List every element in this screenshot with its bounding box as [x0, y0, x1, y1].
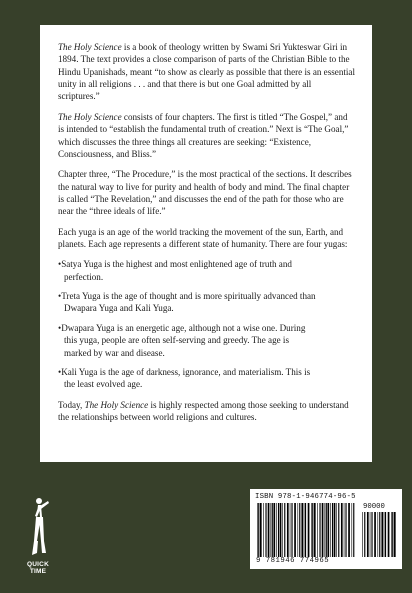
barcode-bar: [379, 512, 380, 557]
book-title: The Holy Science: [84, 399, 149, 410]
barcode-bar: [299, 503, 300, 557]
barcode-bar: [334, 503, 336, 557]
barcode-bar: [341, 503, 343, 557]
paragraph-text: Today,: [58, 399, 85, 410]
barcode-bar: [381, 512, 383, 557]
barcode-bar: [378, 512, 379, 557]
barcode-icon: [256, 503, 356, 557]
publisher-line: TIME: [29, 568, 47, 575]
barcode-bar: [312, 503, 313, 557]
barcode-bar: [392, 512, 393, 557]
barcode-bar: [291, 503, 292, 557]
book-title: The Holy Science: [58, 111, 122, 122]
barcode-bar: [352, 503, 353, 557]
barcode-bar: [284, 503, 285, 557]
barcode-bar: [385, 512, 386, 557]
barcode-bar: [388, 512, 390, 557]
price-code: 90000: [363, 503, 385, 511]
list-item: [58, 322, 316, 359]
barcode-bar: [362, 512, 363, 557]
barcode-bar: [280, 503, 282, 557]
barcode-bar: [364, 512, 365, 557]
paragraph-intro: [58, 41, 355, 103]
barcode-bar: [338, 503, 339, 557]
barcode-bar: [276, 503, 277, 557]
barcode-bar: [371, 512, 372, 557]
barcode-bar: [263, 503, 264, 557]
barcode-bar: [330, 503, 331, 557]
publisher-name: [18, 561, 58, 575]
list-item: [58, 258, 316, 283]
barcode-bar: [317, 503, 318, 557]
barcode-bar: [384, 512, 385, 557]
barcode-bar: [345, 503, 346, 557]
barcode-bar: [370, 512, 371, 557]
list-item: [58, 366, 316, 391]
paragraph-closing: [58, 399, 355, 424]
barcode-bar: [326, 503, 327, 557]
paragraph-text: is highly respected among those seeking to understand the relationships between world religions and cultures.: [58, 399, 349, 422]
barcode-bar: [336, 503, 337, 557]
paragraph-chapter-three: Chapter three, “The Procedure,” is the most practical of the sections. It describes the natural way to live for purity and health of body and mind. The final chapter is called “The Revelation,” and discusses the end of the path for those who are near the “three ideals of life.”: [58, 169, 352, 217]
yuga-list: [58, 258, 355, 390]
barcode-bar: [305, 503, 306, 557]
paragraph-text: is a book of theology written by Swami Sri Yukteswar Giri in 1894. The text provides a close comparison of parts of the Christian Bible to the Hindu Upanishads, meant “to show as clearly as possible that there is an essential unity in all religions . . . and that there is but one Goal admitted by all scriptures.”: [58, 42, 355, 102]
barcode-bar: [308, 503, 310, 557]
barcode-bar: [273, 503, 275, 557]
description-panel: [40, 25, 372, 462]
barcode-bar: [265, 503, 266, 557]
barcode-bar: [268, 503, 270, 557]
barcode-bar: [348, 503, 350, 557]
barcode-bar: [301, 503, 303, 557]
barcode-bar: [322, 503, 324, 557]
barcode-bar: [282, 503, 283, 557]
barcode-bar: [332, 503, 333, 557]
barcode-bar: [319, 503, 320, 557]
bullet: •: [58, 291, 62, 302]
yuga-text: Satya Yuga is the highest and most enlightened age of truth and perfection.: [61, 259, 292, 282]
paragraph-chapters: [58, 111, 355, 160]
paragraph-text: consists of four chapters. The first is titled “The Gospel,” and is intended to “establish the fundamental truth of creation.” Next is “The Goal,” which discusses the three things all creatures are seeking: “Existence, Consciousness, and Bliss.”: [58, 111, 349, 159]
bullet: •: [58, 322, 62, 333]
list-item: [58, 290, 316, 315]
barcode-bar: [257, 503, 258, 557]
yuga-text: Treta Yuga is the age of thought and is more spiritually advanced than Dwapara Yuga and Kali Yuga.: [61, 291, 316, 314]
barcode-bar: [290, 503, 291, 557]
barcode-bar: [294, 503, 296, 557]
publisher-line: QUICK: [27, 561, 49, 568]
barcode-bar: [314, 503, 316, 557]
bullet: •: [58, 366, 62, 377]
barcode-bar: [325, 503, 326, 557]
barcode-bar: [327, 503, 329, 557]
barcode-bar: [271, 503, 272, 557]
barcode-bar: [272, 503, 273, 557]
barcode-bar: [278, 503, 279, 557]
barcode-bar: [394, 512, 396, 557]
barcode-bar: [304, 503, 305, 557]
barcode-bar: [367, 512, 369, 557]
paragraph-yugas-intro: Each yuga is an age of the world tracking the movement of the sun, Earth, and planets. Each age represents a different state of humanity. There are four yugas:: [58, 226, 348, 250]
barcode-bar: [311, 503, 312, 557]
barcode-bar: [258, 503, 259, 557]
book-title: The Holy Science: [58, 42, 122, 52]
yuga-text: Dwapara Yuga is an energetic age, although not a wise one. During this yuga, people are often self-serving and greedy. The age is marked by war and disease.: [61, 322, 306, 358]
barcode-bar: [260, 503, 262, 557]
barcode-digits: 9 781946 774965: [256, 557, 330, 565]
bullet: •: [58, 259, 62, 270]
barcode-bar: [344, 503, 345, 557]
barcode-bar: [298, 503, 299, 557]
barcode-addon-icon: [361, 512, 398, 557]
isbn-label: ISBN 978-1-946774-96-5: [255, 493, 356, 501]
barcode-bar: [353, 503, 354, 557]
yuga-text: Kali Yuga is the age of darkness, ignorance, and materialism. This is the least evolved age.: [61, 366, 311, 390]
publisher-logo-icon: [20, 495, 56, 571]
barcode-bar: [374, 512, 376, 557]
barcode-bar: [391, 512, 392, 557]
barcode-bar: [287, 503, 289, 557]
